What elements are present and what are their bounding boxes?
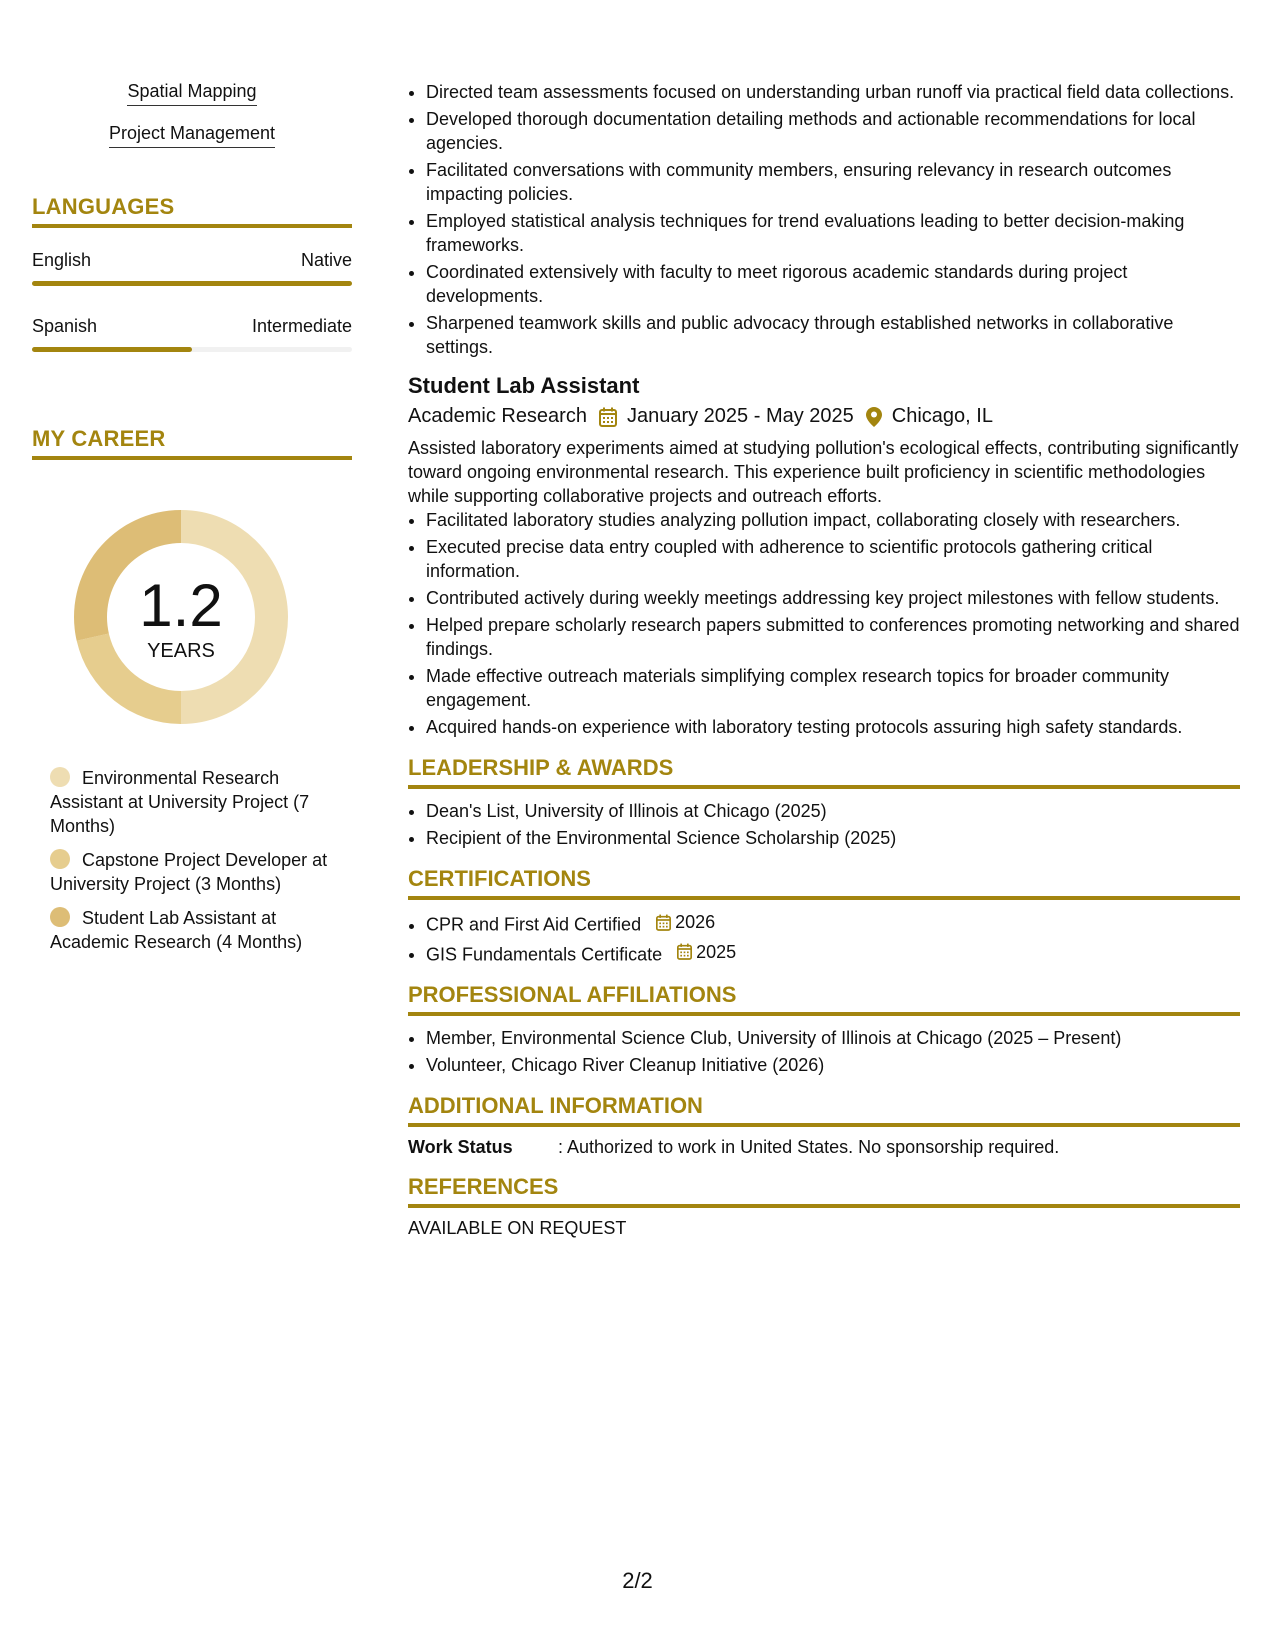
- additional-info-heading: ADDITIONAL INFORMATION: [408, 1093, 1240, 1127]
- language-level: Native: [300, 250, 352, 270]
- career-total-unit: YEARS: [147, 640, 215, 662]
- cert-name: CPR and First Aid Certified: [426, 914, 642, 935]
- list-item: • Facilitated laboratory studies analyzing pollution impact, collaborating closely with researchers.: [426, 508, 1240, 532]
- language-item: [32, 250, 352, 286]
- cert-year: 2025: [696, 941, 737, 962]
- list-item: • Directed team assessments focused on understanding urban runoff via practical field data collections.: [426, 80, 1240, 104]
- career-legend: [50, 766, 340, 954]
- list-item: • Coordinated extensively with faculty to meet rigorous academic standards during project developments.: [426, 260, 1240, 308]
- cert-year: 2026: [675, 912, 716, 932]
- affiliations-heading: PROFESSIONAL AFFILIATIONS: [408, 982, 1240, 1016]
- career-total-value: 1.2: [139, 572, 223, 639]
- career-heading: MY CAREER: [32, 426, 352, 460]
- job-bullets: [408, 508, 1240, 739]
- calendar-icon: [656, 914, 671, 931]
- work-status-label: Work Status: [408, 1137, 513, 1157]
- list-item: • Helped prepare scholarly research papers submitted to conferences promoting networking and shared findings.: [426, 613, 1240, 661]
- language-bar-fill: [32, 281, 352, 286]
- legend-item: Environmental Research Assistant at University Project (7 Months): [50, 768, 310, 836]
- main-content: [408, 80, 1240, 1239]
- references-text: AVAILABLE ON REQUEST: [408, 1218, 627, 1238]
- language-bar: [32, 281, 352, 286]
- language-bar: [32, 347, 352, 352]
- list-item: • Contributed actively during weekly meetings addressing key project milestones with fellow students.: [426, 586, 1240, 610]
- legend-dot: [50, 907, 70, 927]
- languages-heading: LANGUAGES: [32, 194, 352, 228]
- list-item: • Volunteer, Chicago River Cleanup Initiative (2026): [426, 1053, 1240, 1077]
- language-name: Spanish: [32, 316, 98, 336]
- job-title: Student Lab Assistant: [408, 373, 640, 398]
- calendar-icon: [677, 943, 692, 960]
- skill-item: Project Management: [32, 120, 352, 148]
- page-number: 2/2: [622, 1568, 653, 1593]
- job-meta: [408, 405, 1240, 428]
- certifications-heading: CERTIFICATIONS: [408, 866, 1240, 900]
- legend-item: Capstone Project Developer at University Project (3 Months): [50, 850, 328, 894]
- work-status-value: : Authorized to work in United States. No sponsorship required.: [558, 1137, 1060, 1157]
- legend-dot: [50, 849, 70, 869]
- language-level: Intermediate: [251, 316, 352, 336]
- list-item: • Recipient of the Environmental Science Scholarship (2025): [426, 826, 1240, 850]
- cert-name: GIS Fundamentals Certificate: [426, 944, 663, 964]
- language-bar-fill: [32, 347, 192, 352]
- legend-item: Student Lab Assistant at Academic Research (4 Months): [50, 908, 303, 952]
- language-name: English: [32, 250, 92, 270]
- skill-item: Spatial Mapping: [32, 78, 352, 106]
- list-item: [426, 910, 1240, 937]
- career-donut: [66, 502, 296, 732]
- legend-dot: [50, 767, 70, 787]
- list-item: • Acquired hands-on experience with laboratory testing protocols assuring high safety standards.: [426, 715, 1240, 739]
- leadership-heading: LEADERSHIP & AWARDS: [408, 755, 1240, 789]
- list-item: • Developed thorough documentation detailing methods and actionable recommendations for local agencies.: [426, 107, 1240, 155]
- language-item: [32, 316, 352, 352]
- list-item: • Dean's List, University of Illinois at Chicago (2025): [426, 799, 1240, 823]
- list-item: [426, 940, 1240, 967]
- job-location: Chicago, IL: [891, 405, 993, 427]
- list-item: • Made effective outreach materials simplifying complex research topics for broader community engagement.: [426, 664, 1240, 712]
- references-heading: REFERENCES: [408, 1174, 1240, 1208]
- experience-bullets: [408, 80, 1240, 359]
- list-item: • Sharpened teamwork skills and public advocacy through established networks in collaborative settings.: [426, 311, 1240, 359]
- list-item: • Employed statistical analysis techniques for trend evaluations leading to better decision-making frameworks.: [426, 209, 1240, 257]
- work-status-row: [408, 1137, 1240, 1158]
- job-summary: Assisted laboratory experiments aimed at studying pollution's ecological effects, contributing significantly toward ongoing environmental research. This experience built proficiency in scientific methodologies while supporting collaborative projects and outreach efforts.: [408, 438, 1239, 506]
- list-item: • Member, Environmental Science Club, University of Illinois at Chicago (2025 – Present): [426, 1026, 1240, 1050]
- sidebar: [32, 78, 352, 964]
- list-item: • Executed precise data entry coupled with adherence to scientific protocols gathering critical information.: [426, 535, 1240, 583]
- job-dates: January 2025 - May 2025: [626, 405, 854, 427]
- affiliations-list: [408, 1026, 1240, 1077]
- leadership-list: [408, 799, 1240, 850]
- map-pin-icon: [866, 407, 882, 427]
- job-company: Academic Research: [408, 405, 587, 427]
- certifications-list: [408, 910, 1240, 966]
- list-item: • Facilitated conversations with community members, ensuring relevancy in research outcomes impacting policies.: [426, 158, 1240, 206]
- calendar-icon: [599, 407, 617, 427]
